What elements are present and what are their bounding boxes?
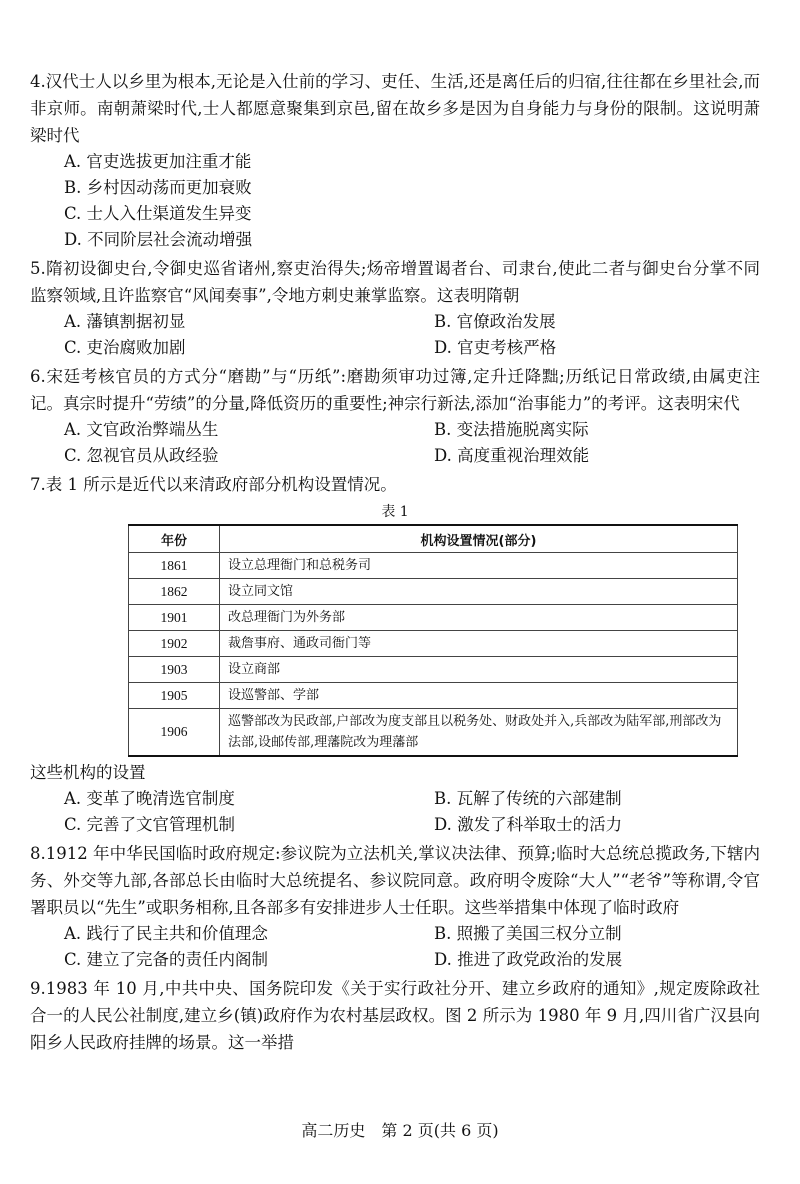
table-header-row <box>129 525 738 553</box>
question-4-stem: 4.汉代士人以乡里为根本,无论是入仕前的学习、吏任、生活,还是离任后的归宿,往往都在乡里社会,而非京师。南朝萧梁时代,士人都愿意聚集到京邑,留在故乡多是因为自身能力与身份的限制。这说明萧梁时代 <box>30 72 760 145</box>
question-7-options-row-1 <box>30 786 760 812</box>
question-4 <box>30 68 760 253</box>
table-row <box>129 553 738 579</box>
question-4-option-b: B. 乡村因动荡而更加衰败 <box>64 178 252 197</box>
table-cell-year: 1862 <box>129 579 220 605</box>
question-6 <box>30 363 760 469</box>
question-8-option-c: C. 建立了完备的责任内阁制 <box>64 950 269 969</box>
question-8-option-d: D. 推进了政党政治的发展 <box>434 950 623 969</box>
question-8-option-a: A. 践行了民主共和价值理念 <box>64 924 268 943</box>
table-cell-desc: 改总理衙门为外务部 <box>220 605 738 631</box>
question-5-options-row-1 <box>30 309 760 335</box>
questions <box>30 68 760 1058</box>
question-7-after-table: 这些机构的设置 <box>30 763 146 782</box>
question-6-option-a: A. 文官政治弊端丛生 <box>64 420 219 439</box>
question-6-options-row-2 <box>30 443 760 469</box>
table-cell-year: 1903 <box>129 657 220 683</box>
question-7-option-c: C. 完善了文官管理机制 <box>64 815 236 834</box>
question-4-option-a: A. 官吏选拔更加注重才能 <box>64 152 252 171</box>
table-cell-desc: 裁詹事府、通政司衙门等 <box>220 631 738 657</box>
table-row <box>129 683 738 709</box>
table-cell-year: 1906 <box>129 709 220 757</box>
question-9-stem: 9.1983 年 10 月,中共中央、国务院印发《关于实行政社分开、建立乡政府的通知》,规定废除政社合一的人民公社制度,建立乡(镇)政府作为农村基层政权。图 2 所示为 1980 年 9 月,四川省广汉县向阳乡人民政府挂牌的场景。这一举措 <box>30 979 760 1052</box>
question-5-stem: 5.隋初设御史台,令御史巡省诸州,察吏治得失;炀帝增置谒者台、司隶台,使此二者与御史台分掌不同监察领域,且许监察官“风闻奏事”,令地方刺史兼掌监察。这表明隋朝 <box>30 259 760 305</box>
table-cell-year: 1905 <box>129 683 220 709</box>
table-cell-desc: 设立同文馆 <box>220 579 738 605</box>
question-7-option-d: D. 激发了科举取士的活力 <box>434 815 623 834</box>
question-6-option-d: D. 高度重视治理效能 <box>434 446 590 465</box>
question-8-options-row-2 <box>30 947 760 973</box>
question-6-stem: 6.宋廷考核官员的方式分“磨勘”与“历纸”:磨勘须审功过簿,定升迁降黜;历纸记日常政绩,由属吏注记。真宗时提升“劳绩”的分量,降低资历的重要性;神宗行新法,添加“治事能力”的考评。这表明宋代 <box>30 367 760 413</box>
question-9 <box>30 975 760 1056</box>
question-7-options-row-2 <box>30 812 760 838</box>
question-8-stem: 8.1912 年中华民国临时政府规定:参议院为立法机关,掌议决法律、预算;临时大总统总揽政务,下辖内务、外交等九部,各部总长由临时大总统提名、参议院同意。政府明令废除“大人”“老爷”等称谓,令官署职员以“先生”或职务相称,且各部多有安排进步人士任职。这些举措集中体现了临时政府 <box>30 844 760 917</box>
question-6-option-b: B. 变法措施脱离实际 <box>434 420 589 439</box>
question-4-option-d: D. 不同阶层社会流动增强 <box>64 230 253 249</box>
question-5-option-c: C. 吏治腐败加剧 <box>64 338 186 357</box>
table-header-desc: 机构设置情况(部分) <box>220 525 738 553</box>
question-5-option-a: A. 藩镇割据初显 <box>64 312 186 331</box>
table-row <box>129 631 738 657</box>
question-5-options-row-2 <box>30 335 760 361</box>
table-cell-desc: 设立总理衙门和总税务司 <box>220 553 738 579</box>
table-cell-desc: 设立商部 <box>220 657 738 683</box>
question-8-option-b: B. 照搬了美国三权分立制 <box>434 924 622 943</box>
table-row <box>129 605 738 631</box>
question-7-stem: 7.表 1 所示是近代以来清政府部分机构设置情况。 <box>30 475 397 494</box>
question-6-option-c: C. 忽视官员从政经验 <box>64 446 219 465</box>
table-cell-year: 1902 <box>129 631 220 657</box>
table-row <box>129 657 738 683</box>
question-7-option-b: B. 瓦解了传统的六部建制 <box>434 789 622 808</box>
question-4-option-c: C. 士人入仕渠道发生异变 <box>64 204 252 223</box>
table-cell-desc: 设巡警部、学部 <box>220 683 738 709</box>
page-footer: 高二历史 第 2 页(共 6 页) <box>301 1121 499 1140</box>
question-5-option-d: D. 官吏考核严格 <box>434 338 557 357</box>
question-5-option-b: B. 官僚政治发展 <box>434 312 556 331</box>
table-row <box>129 579 738 605</box>
table-cell-year: 1901 <box>129 605 220 631</box>
question-8-options-row-1 <box>30 921 760 947</box>
question-7 <box>30 471 760 838</box>
table-header-year: 年份 <box>129 525 220 553</box>
table-row <box>129 709 738 757</box>
table-cell-desc: 巡警部改为民政部,户部改为度支部且以税务处、财政处并入,兵部改为陆军部,刑部改为法部,设邮传部,理藩院改为理藩部 <box>220 709 738 757</box>
institutions-table <box>128 524 738 757</box>
table-cell-year: 1861 <box>129 553 220 579</box>
table-caption: 表 1 <box>381 504 409 520</box>
question-6-options-row-1 <box>30 417 760 443</box>
question-7-option-a: A. 变革了晚清选官制度 <box>64 789 235 808</box>
question-5 <box>30 255 760 361</box>
question-8 <box>30 840 760 973</box>
